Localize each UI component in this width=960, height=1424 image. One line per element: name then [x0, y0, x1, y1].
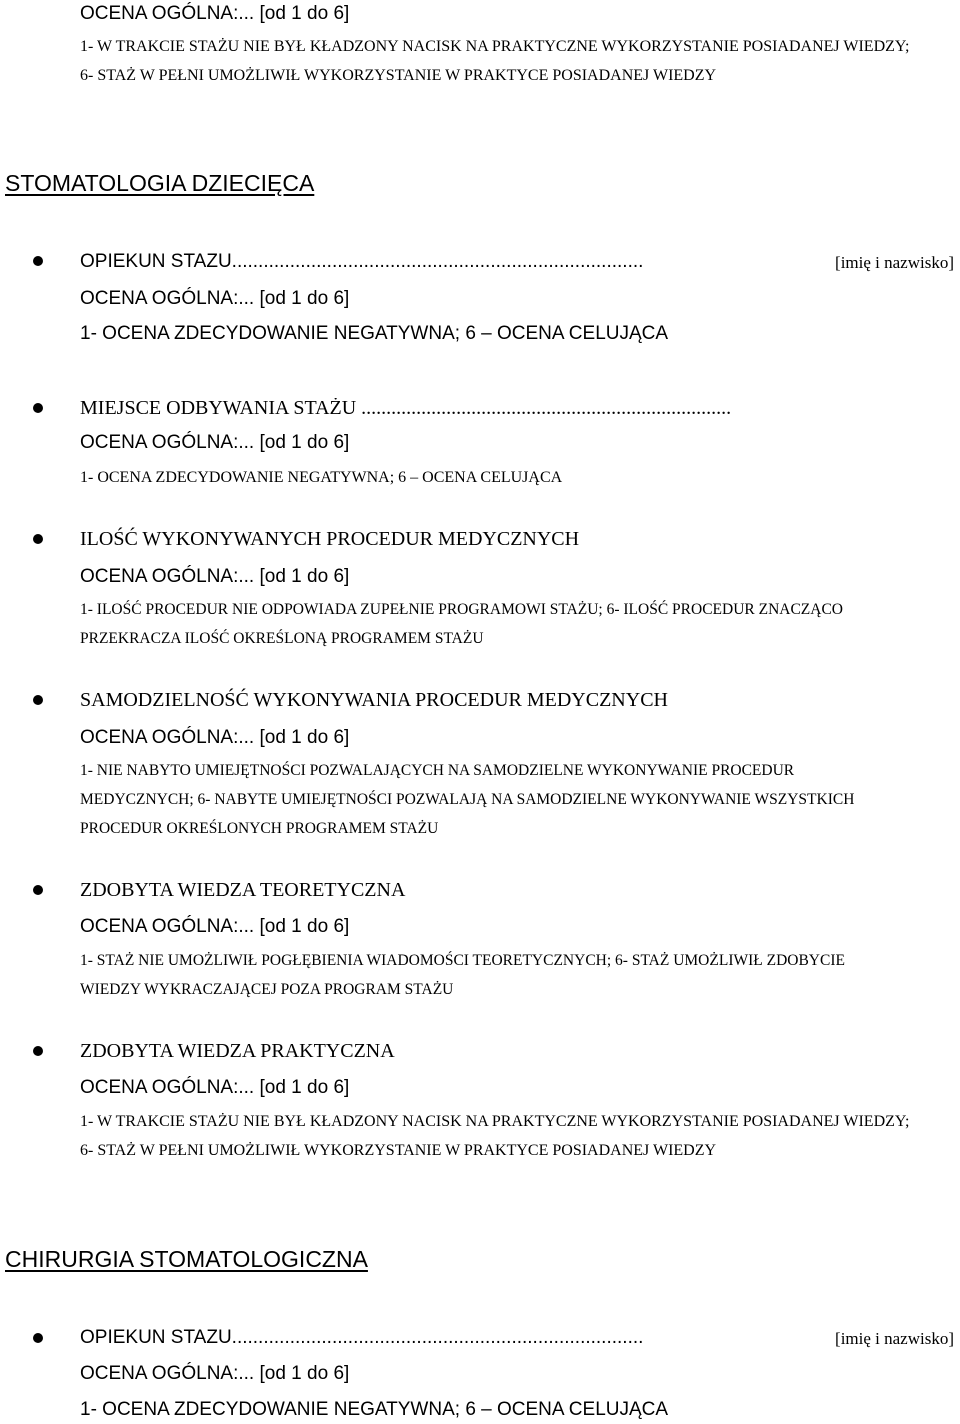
name-placeholder-label: [imię i nazwisko] [835, 253, 954, 272]
item-title: ZDOBYTA WIEDZA TEORETYCZNA [80, 879, 406, 901]
bullet-icon [33, 885, 43, 895]
overall-rating-line: OCENA OGÓLNA:... [od 1 do 6] [80, 566, 350, 587]
bullet-icon [33, 534, 43, 544]
supervisor-title: OPIEKUN STAŻU.............................................................................. [80, 1328, 644, 1347]
overall-rating-line: OCENA OGÓLNA:... [od 1 do 6] [80, 727, 350, 748]
rating-description-line: 1- W TRAKCIE STAŻU NIE BYŁ KŁADZONY NACISK NA PRAKTYCZNE WYKORZYSTANIE POSIADANEJ WIEDZY; [80, 38, 910, 55]
rating-description-line: 6- STAŻ W PEŁNI UMOŻLIWIŁ WYKORZYSTANIE W PRAKTYCE POSIADANEJ WIEDZY [80, 67, 717, 84]
rating-description-line: 1- OCENA ZDECYDOWANIE NEGATYWNA; 6 – OCENA CELUJĄCA [80, 469, 563, 486]
bullet-icon [33, 1333, 43, 1343]
bullet-icon [33, 1046, 43, 1056]
item-title: ILOŚĆ WYKONYWANYCH PROCEDUR MEDYCZNYCH [80, 528, 580, 550]
item-title: SAMODZIELNOŚĆ WYKONYWANIA PROCEDUR MEDYCZNYCH [80, 689, 668, 711]
bullet-icon [33, 403, 43, 413]
overall-rating-line: OCENA OGÓLNA:... [od 1 do 6] [80, 3, 350, 24]
bullet-icon [33, 256, 43, 266]
name-placeholder-label: [imię i nazwisko] [835, 1329, 954, 1348]
overall-rating-line: OCENA OGÓLNA:... [od 1 do 6] [80, 916, 350, 937]
rating-description-line: 1- ILOŚĆ PROCEDUR NIE ODPOWIADA ZUPEŁNIE PROGRAMOWI STAŻU; 6- ILOŚĆ PROCEDUR ZNACZĄCO [80, 601, 844, 618]
rating-description-line: PROCEDUR OKREŚLONYCH PROGRAMEM STAŻU [80, 820, 439, 837]
rating-description-line: MEDYCZNYCH; 6- NABYTE UMIEJĘTNOŚCI POZWALAJĄ NA SAMODZIELNE WYKONYWANIE WSZYSTKICH [80, 791, 855, 808]
rating-description-line: PRZEKRACZA ILOŚĆ OKREŚLONĄ PROGRAMEM STAŻU [80, 630, 484, 647]
bullet-icon [33, 695, 43, 705]
section-heading: CHIRURGIA STOMATOLOGICZNA [5, 1246, 368, 1272]
overall-rating-line: OCENA OGÓLNA:... [od 1 do 6] [80, 432, 350, 453]
overall-rating-line: OCENA OGÓLNA:... [od 1 do 6] [80, 1363, 350, 1384]
section-heading: STOMATOLOGIA DZIECIĘCA [5, 170, 315, 196]
rating-description-line: WIEDZY WYKRACZAJĄCEJ POZA PROGRAM STAŻU [80, 981, 454, 998]
supervisor-title: OPIEKUN STAŻU.............................................................................. [80, 252, 644, 271]
item-title: ZDOBYTA WIEDZA PRAKTYCZNA [80, 1040, 395, 1062]
rating-description-line: 1- W TRAKCIE STAŻU NIE BYŁ KŁADZONY NACISK NA PRAKTYCZNE WYKORZYSTANIE POSIADANEJ WIEDZY; [80, 1113, 910, 1130]
rating-description-line: 1- OCENA ZDECYDOWANIE NEGATYWNA; 6 – OCENA CELUJĄCA [80, 1399, 669, 1420]
rating-description-line: 6- STAŻ W PEŁNI UMOŻLIWIŁ WYKORZYSTANIE W PRAKTYCE POSIADANEJ WIEDZY [80, 1142, 717, 1159]
overall-rating-line: OCENA OGÓLNA:... [od 1 do 6] [80, 288, 350, 309]
rating-description-line: 1- STAŻ NIE UMOŻLIWIŁ POGŁĘBIENIA WIADOMOŚCI TEORETYCZNYCH; 6- STAŻ UMOŻLIWIŁ ZDOBYCIE [80, 952, 845, 969]
rating-description-line: 1- NIE NABYTO UMIEJĘTNOŚCI POZWALAJĄCYCH NA SAMODZIELNE WYKONYWANIE PROCEDUR [80, 762, 795, 779]
item-title: MIEJSCE ODBYWANIA STAŻU .......................................................................... [80, 398, 732, 418]
rating-description-line: 1- OCENA ZDECYDOWANIE NEGATYWNA; 6 – OCENA CELUJĄCA [80, 323, 669, 344]
overall-rating-line: OCENA OGÓLNA:... [od 1 do 6] [80, 1077, 350, 1098]
